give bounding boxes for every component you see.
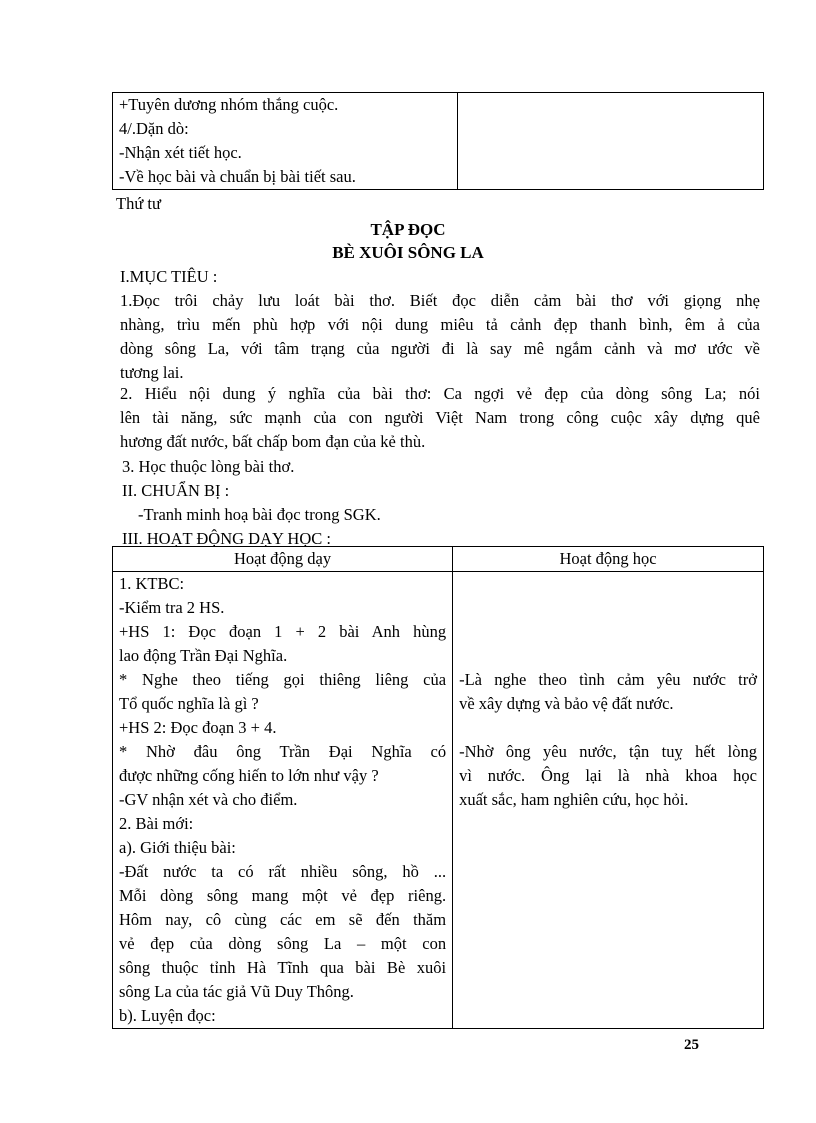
learning-answer-1-line: -Là nghe theo tình cảm yêu nước trở bbox=[459, 670, 757, 689]
lesson-title: BÈ XUÔI SÔNG LA bbox=[332, 243, 484, 262]
header-teaching-label: Hoạt động dạy bbox=[233, 549, 332, 568]
teaching-line: Tổ quốc nghĩa là gì ? bbox=[119, 694, 259, 713]
teaching-line: * Nhờ đâu ông Trần Đại Nghĩa có bbox=[119, 742, 447, 761]
top-line-4: -Về học bài và chuẩn bị bài tiết sau. bbox=[119, 167, 356, 186]
objective-1-line-4: tương lai. bbox=[120, 363, 184, 382]
teaching-line: * Nghe theo tiếng gọi thiêng liêng của bbox=[119, 670, 447, 689]
teaching-line: sông thuộc tỉnh Hà Tĩnh qua bài Bè xuôi bbox=[119, 958, 447, 977]
teaching-line: Hôm nay, cô cùng các em sẽ đến thăm bbox=[119, 910, 447, 929]
header-learning-label: Hoạt động học bbox=[559, 549, 657, 568]
teaching-line: sông La của tác giả Vũ Duy Thông. bbox=[119, 982, 354, 1001]
header-learning bbox=[453, 547, 764, 572]
objective-1-line-3: dòng sông La, với tâm trạng của người đi là say mê ngắm cảnh và mơ ước về bbox=[120, 339, 760, 358]
teaching-line: được những cống hiến to lớn như vậy ? bbox=[119, 766, 379, 785]
learning-answer-1 bbox=[459, 668, 757, 716]
teaching-line: -Kiểm tra 2 HS. bbox=[119, 598, 225, 617]
teaching-activities-cell bbox=[113, 572, 453, 1029]
page-number: 25 bbox=[684, 1037, 699, 1053]
objective-1-line-2: nhàng, trìu mến phù hợp với nội dung miêu tả cảnh đẹp thanh bình, êm ả của bbox=[120, 315, 760, 334]
learning-answer-2 bbox=[459, 740, 757, 812]
teaching-line: +HS 1: Đọc đoạn 1 + 2 bài Anh hùng bbox=[119, 622, 447, 641]
section2-heading: II. CHUẨN BỊ : bbox=[122, 481, 230, 500]
subject-heading: TẬP ĐỌC bbox=[370, 220, 446, 239]
objective-2-line-3: hương đất nước, bất chấp bom đạn của kẻ thù. bbox=[120, 432, 426, 451]
top-table-right-cell bbox=[458, 93, 764, 190]
learning-answer-2-line: vì nước. Ông lại là nhà khoa học bbox=[459, 766, 757, 785]
day-label: Thứ tư bbox=[116, 194, 161, 213]
learning-answer-2-line: xuất sắc, ham nghiên cứu, học hỏi. bbox=[459, 790, 689, 809]
objective-2-line-2: lên tài năng, sức mạnh của con người Việt Nam trong công cuộc xây dựng quê bbox=[120, 408, 760, 427]
top-line-1: +Tuyên dương nhóm thắng cuộc. bbox=[119, 95, 339, 114]
teaching-line: 1. KTBC: bbox=[119, 574, 185, 593]
teaching-line: b). Luyện đọc: bbox=[119, 1006, 216, 1025]
objective-2-line-1: 2. Hiểu nội dung ý nghĩa của bài thơ: Ca ngợi vẻ đẹp của dòng sông La; nói bbox=[120, 384, 760, 403]
objective-1-line-1: 1.Đọc trôi chảy lưu loát bài thơ. Biết đọc diễn cảm bài thơ với giọng nhẹ bbox=[120, 291, 760, 310]
teaching-line: -Đất nước ta có rất nhiều sông, hồ ... bbox=[119, 862, 447, 881]
learning-activities-cell bbox=[453, 572, 764, 1029]
teaching-line: +HS 2: Đọc đoạn 3 + 4. bbox=[119, 718, 277, 737]
learning-answer-1-line: về xây dựng và bảo vệ đất nước. bbox=[459, 694, 674, 713]
objective-3: 3. Học thuộc lòng bài thơ. bbox=[122, 457, 295, 476]
prep-item: -Tranh minh hoạ bài đọc trong SGK. bbox=[138, 505, 381, 524]
section1-heading: I.MỤC TIÊU : bbox=[120, 267, 218, 286]
teaching-line: 2. Bài mới: bbox=[119, 814, 194, 833]
activities-table bbox=[112, 546, 764, 1029]
teaching-line: -GV nhận xét và cho điểm. bbox=[119, 790, 298, 809]
top-line-3: -Nhận xét tiết học. bbox=[119, 143, 242, 162]
teaching-line: a). Giới thiệu bài: bbox=[119, 838, 236, 857]
teaching-line: Mỗi dòng sông mang một vẻ đẹp riêng. bbox=[119, 886, 447, 905]
top-table-left-cell bbox=[113, 93, 458, 190]
objective-2 bbox=[120, 382, 760, 454]
section3-heading: III. HOẠT ĐỘNG DẠY HỌC : bbox=[122, 529, 331, 548]
teaching-line: vẻ đẹp của dòng sông La – một con bbox=[119, 934, 447, 953]
teaching-line: lao động Trần Đại Nghĩa. bbox=[119, 646, 288, 665]
top-line-2: 4/.Dặn dò: bbox=[119, 119, 189, 138]
top-table bbox=[112, 92, 764, 190]
header-teaching bbox=[113, 547, 453, 572]
objective-1 bbox=[120, 289, 760, 385]
learning-answer-2-line: -Nhờ ông yêu nước, tận tuỵ hết lòng bbox=[459, 742, 757, 761]
